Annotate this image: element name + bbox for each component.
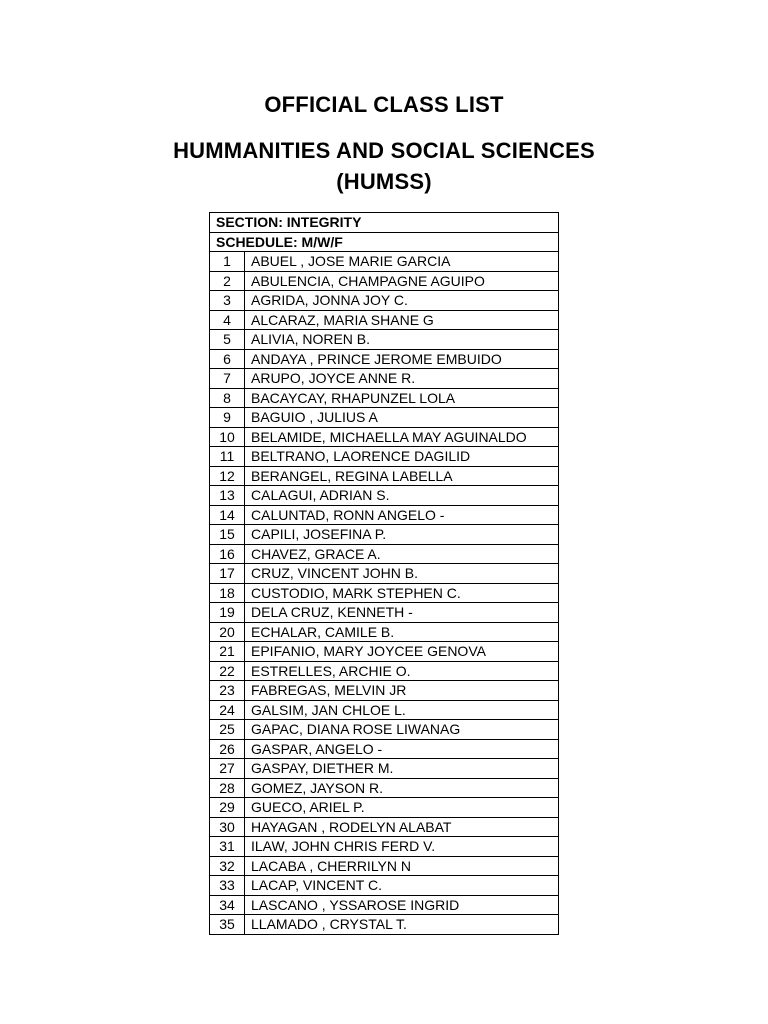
table-row — [210, 778, 559, 798]
row-number: 4 — [210, 310, 245, 330]
row-number: 2 — [210, 271, 245, 291]
student-name: BELAMIDE, MICHAELLA MAY AGUINALDO — [245, 427, 559, 447]
table-row — [210, 252, 559, 272]
student-name: GASPAY, DIETHER M. — [245, 759, 559, 779]
student-name: GASPAR, ANGELO - — [245, 739, 559, 759]
table-row — [210, 466, 559, 486]
row-number: 20 — [210, 622, 245, 642]
student-name: BELTRANO, LAORENCE DAGILID — [245, 447, 559, 467]
row-number: 6 — [210, 349, 245, 369]
row-number: 15 — [210, 525, 245, 545]
student-name: GUECO, ARIEL P. — [245, 798, 559, 818]
table-row — [210, 895, 559, 915]
student-name: DELA CRUZ, KENNETH - — [245, 603, 559, 623]
table-row — [210, 291, 559, 311]
student-name: BAGUIO , JULIUS A — [245, 408, 559, 428]
row-number: 11 — [210, 447, 245, 467]
table-row — [210, 876, 559, 896]
table-row — [210, 525, 559, 545]
student-name: LLAMADO , CRYSTAL T. — [245, 915, 559, 935]
student-name: BERANGEL, REGINA LABELLA — [245, 466, 559, 486]
table-row — [210, 427, 559, 447]
document-title: OFFICIAL CLASS LIST — [264, 92, 504, 117]
table-row — [210, 388, 559, 408]
row-number: 27 — [210, 759, 245, 779]
row-number: 23 — [210, 681, 245, 701]
row-number: 19 — [210, 603, 245, 623]
row-number: 21 — [210, 642, 245, 662]
table-row — [210, 837, 559, 857]
student-name: CUSTODIO, MARK STEPHEN C. — [245, 583, 559, 603]
program-abbreviation: (HUMSS) — [336, 169, 432, 194]
table-row — [210, 817, 559, 837]
student-name: LACAP, VINCENT C. — [245, 876, 559, 896]
table-row — [210, 915, 559, 935]
class-list-table — [209, 212, 559, 935]
row-number: 3 — [210, 291, 245, 311]
student-name: EPIFANIO, MARY JOYCEE GENOVA — [245, 642, 559, 662]
row-number: 7 — [210, 369, 245, 389]
row-number: 16 — [210, 544, 245, 564]
table-row — [210, 330, 559, 350]
table-row — [210, 486, 559, 506]
row-number: 25 — [210, 720, 245, 740]
student-name: LASCANO , YSSAROSE INGRID — [245, 895, 559, 915]
table-row — [210, 447, 559, 467]
section-label: SECTION: INTEGRITY — [210, 213, 559, 233]
table-row — [210, 583, 559, 603]
row-number: 26 — [210, 739, 245, 759]
row-number: 1 — [210, 252, 245, 272]
row-number: 13 — [210, 486, 245, 506]
student-name: CHAVEZ, GRACE A. — [245, 544, 559, 564]
table-row — [210, 681, 559, 701]
student-name: CALAGUI, ADRIAN S. — [245, 486, 559, 506]
student-name: ESTRELLES, ARCHIE O. — [245, 661, 559, 681]
row-number: 31 — [210, 837, 245, 857]
table-row — [210, 564, 559, 584]
table-row — [210, 271, 559, 291]
row-number: 10 — [210, 427, 245, 447]
student-name: LACABA , CHERRILYN N — [245, 856, 559, 876]
row-number: 30 — [210, 817, 245, 837]
student-name: HAYAGAN , RODELYN ALABAT — [245, 817, 559, 837]
table-row — [210, 661, 559, 681]
program-title: HUMMANITIES AND SOCIAL SCIENCES — [173, 138, 595, 163]
student-name: ANDAYA , PRINCE JEROME EMBUIDO — [245, 349, 559, 369]
table-row — [210, 408, 559, 428]
student-name: GALSIM, JAN CHLOE L. — [245, 700, 559, 720]
student-name: AGRIDA, JONNA JOY C. — [245, 291, 559, 311]
student-name: ARUPO, JOYCE ANNE R. — [245, 369, 559, 389]
row-number: 32 — [210, 856, 245, 876]
table-row — [210, 759, 559, 779]
table-row — [210, 310, 559, 330]
student-name: FABREGAS, MELVIN JR — [245, 681, 559, 701]
student-name: GAPAC, DIANA ROSE LIWANAG — [245, 720, 559, 740]
student-name: ALCARAZ, MARIA SHANE G — [245, 310, 559, 330]
student-name: CALUNTAD, RONN ANGELO - — [245, 505, 559, 525]
student-name: ALIVIA, NOREN B. — [245, 330, 559, 350]
row-number: 18 — [210, 583, 245, 603]
table-row — [210, 505, 559, 525]
table-row — [210, 622, 559, 642]
schedule-label: SCHEDULE: M/W/F — [210, 232, 559, 252]
row-number: 5 — [210, 330, 245, 350]
row-number: 29 — [210, 798, 245, 818]
student-name: ECHALAR, CAMILE B. — [245, 622, 559, 642]
row-number: 12 — [210, 466, 245, 486]
schedule-row — [210, 232, 559, 252]
student-name: ILAW, JOHN CHRIS FERD V. — [245, 837, 559, 857]
student-name: GOMEZ, JAYSON R. — [245, 778, 559, 798]
row-number: 28 — [210, 778, 245, 798]
table-row — [210, 856, 559, 876]
row-number: 35 — [210, 915, 245, 935]
student-name: ABUEL , JOSE MARIE GARCIA — [245, 252, 559, 272]
student-name: BACAYCAY, RHAPUNZEL LOLA — [245, 388, 559, 408]
row-number: 34 — [210, 895, 245, 915]
table-row — [210, 739, 559, 759]
table-row — [210, 369, 559, 389]
row-number: 22 — [210, 661, 245, 681]
row-number: 14 — [210, 505, 245, 525]
table-row — [210, 603, 559, 623]
row-number: 24 — [210, 700, 245, 720]
table-row — [210, 544, 559, 564]
row-number: 17 — [210, 564, 245, 584]
section-row — [210, 213, 559, 233]
table-row — [210, 798, 559, 818]
table-row — [210, 642, 559, 662]
table-row — [210, 349, 559, 369]
row-number: 8 — [210, 388, 245, 408]
student-name: CRUZ, VINCENT JOHN B. — [245, 564, 559, 584]
row-number: 9 — [210, 408, 245, 428]
row-number: 33 — [210, 876, 245, 896]
student-name: CAPILI, JOSEFINA P. — [245, 525, 559, 545]
table-row — [210, 720, 559, 740]
student-name: ABULENCIA, CHAMPAGNE AGUIPO — [245, 271, 559, 291]
table-row — [210, 700, 559, 720]
